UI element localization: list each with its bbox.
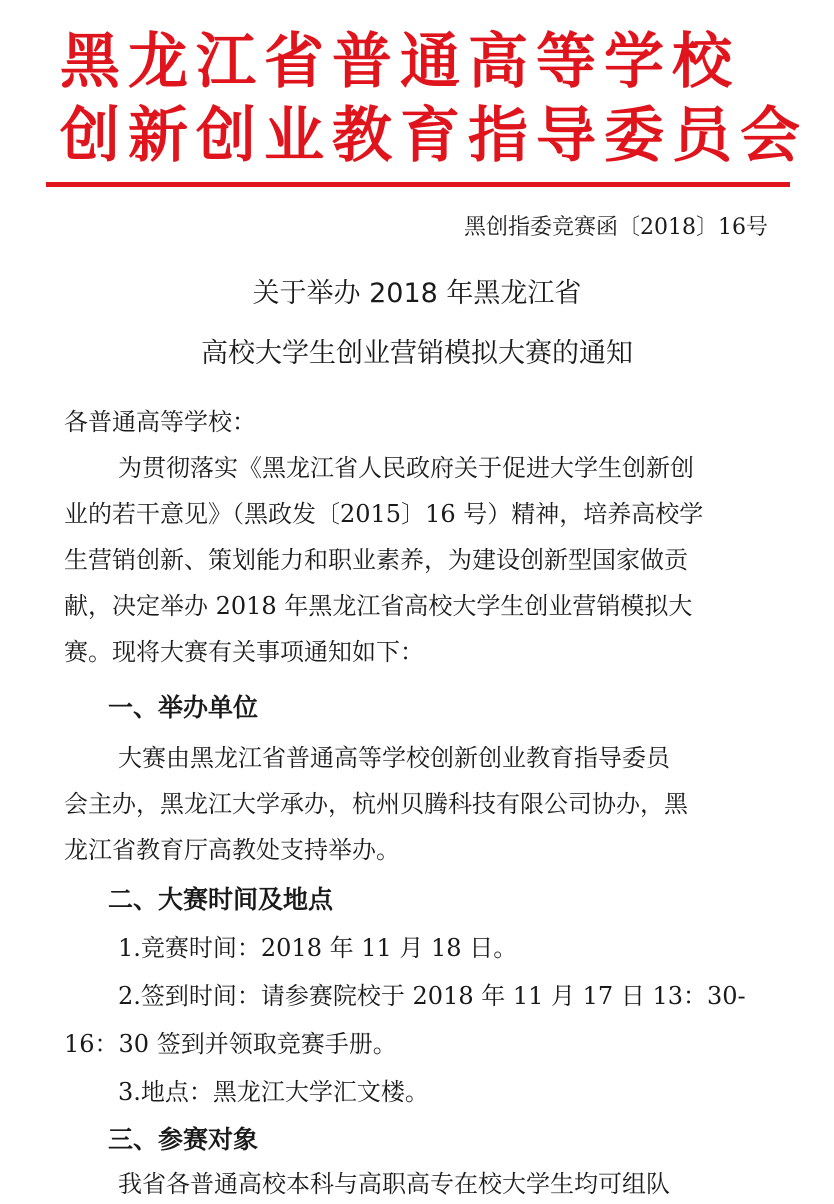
paragraph-line: 献，决定举办 2018 年黑龙江省高校大学生创业营销模拟大 [64,592,693,620]
letterhead-org-line2: 创新创业教育指导委员会 [60,101,808,171]
paragraph-line: 大赛由黑龙江省普通高等学校创新创业教育指导委员 [118,744,670,772]
paragraph-line: 龙江省教育厅高教处支持举办。 [64,836,400,864]
section-heading: 二、大赛时间及地点 [108,885,334,914]
paragraph-line: 2.签到时间：请参赛院校于 2018 年 11 月 17 日 13：30- [118,982,746,1010]
document-title-line1: 关于举办 2018 年黑龙江省 [252,278,582,309]
letterhead-org-line1: 黑龙江省普通高等学校 [60,27,740,97]
paragraph-line: 3.地点：黑龙江大学汇文楼。 [118,1078,429,1106]
document-number: 黑创指委竞赛函〔2018〕16号 [464,215,768,240]
letterhead-red-rule [46,182,790,187]
section-heading: 一、举办单位 [108,693,259,722]
paragraph-line: 我省各普通高校本科与高职高专在校大学生均可组队 [118,1170,670,1198]
paragraph-line: 业的若干意见》（黑政发〔2015〕16 号）精神，培养高校学 [64,500,704,528]
section-heading: 三、参赛对象 [108,1125,259,1154]
document-title-line2: 高校大学生创业营销模拟大赛的通知 [201,338,633,369]
paragraph-line: 生营销创新、策划能力和职业素养，为建设创新型国家做贡 [64,546,688,574]
paragraph-line: 为贯彻落实《黑龙江省人民政府关于促进大学生创新创 [118,454,694,482]
paragraph-line: 赛。现将大赛有关事项通知如下： [64,638,424,666]
salutation: 各普通高等学校： [64,408,256,436]
paragraph-line: 1.竞赛时间：2018 年 11 月 18 日。 [118,934,518,962]
paragraph-line: 会主办，黑龙江大学承办，杭州贝腾科技有限公司协办，黑 [64,790,688,818]
paragraph-line: 16：30 签到并领取竞赛手册。 [64,1030,397,1058]
